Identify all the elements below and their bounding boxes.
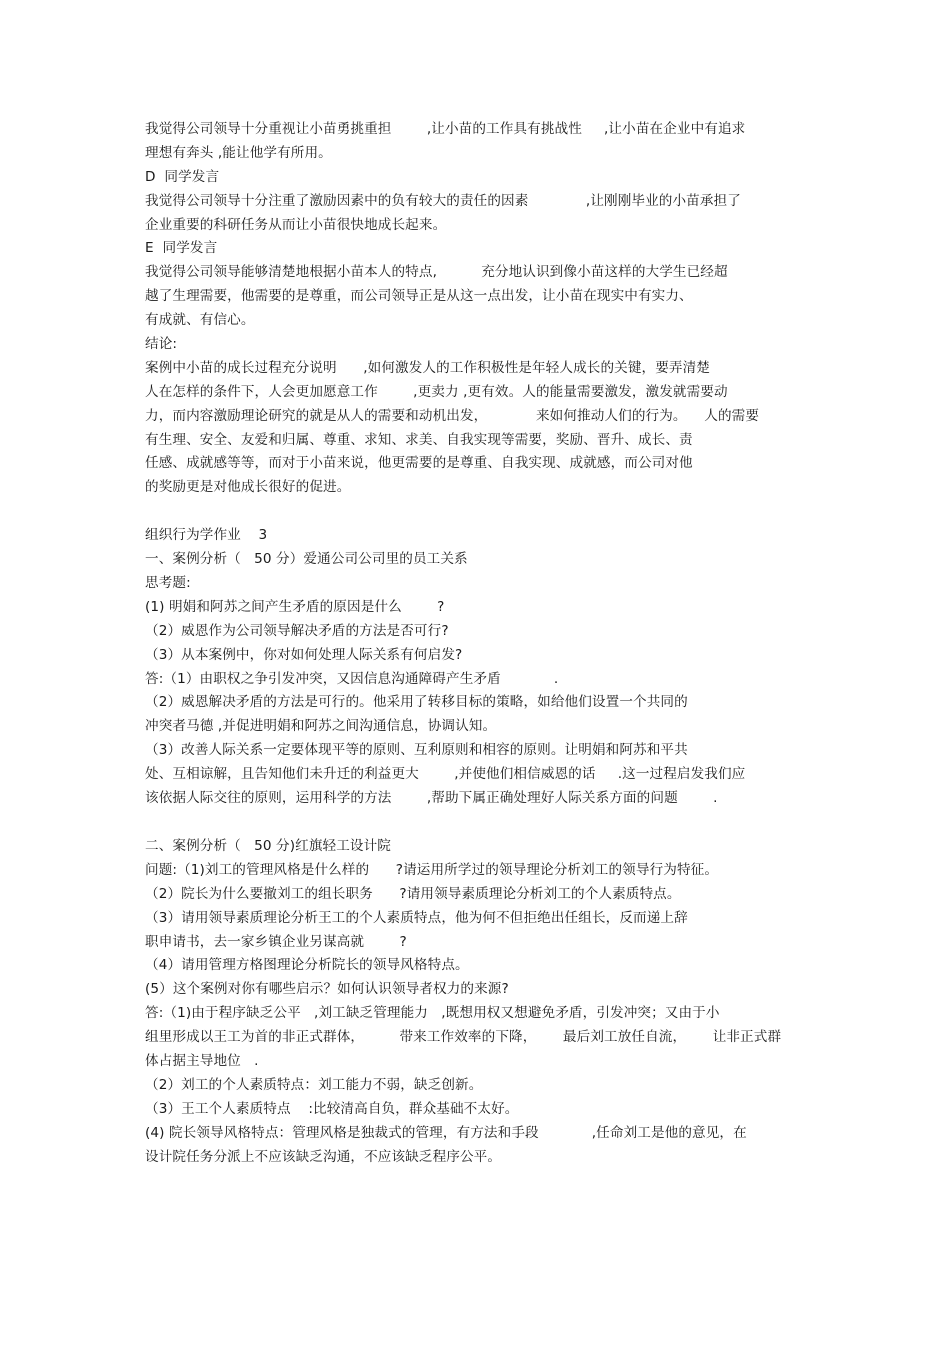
speaker-heading: E 同学发言 [145,240,218,257]
answer-line: 答:（1)由于程序缺乏公平 ,刘工缺乏管理能力 ,既想用权又想避免矛盾，引发冲突；又由于小 [145,1005,720,1022]
text-line: 人在怎样的条件下，人会更加愿意工作 ,更卖力 ,更有效。人的能量需要激发，激发就需要动 [145,383,728,400]
answer-line: （2）刘工的个人素质特点：刘工能力不弱，缺乏创新。 [145,1076,483,1093]
text-line: 我觉得公司领导能够清楚地根据小苗本人的特点, 充分地认识到像小苗这样的大学生已经超 [145,264,728,281]
answer-line: （2）威恩解决矛盾的方法是可行的。他采用了转移目标的策略，如给他们设置一个共同的 [145,694,688,711]
text-line: 力，而内容激励理论研究的就是从人的需要和动机出发， 来如何推动人们的行为。 人的需要 [145,407,760,424]
answer-line: （3）改善人际关系一定要体现平等的原则、互利原则和相容的原则。让明娟和阿苏和平共 [145,742,688,759]
text-line: 我觉得公司领导十分注重了激励因素中的负有较大的责任的因素 ,让刚刚毕业的小苗承担了 [145,192,741,209]
case-heading: 二、案例分析（ 50 分)红旗轻工设计院 [145,837,391,854]
section-homework-3 [145,524,845,811]
answer-line: 处、互相谅解，且告知他们未升迁的利益更大 ,并使他们相信威恩的话 .这一过程启发我们应 [145,766,746,783]
section-top [145,118,845,500]
conclusion-heading: 结论: [145,336,178,353]
answer-line: 答:（1）由职权之争引发冲突，又因信息沟通障碍产生矛盾 . [145,670,559,687]
question-line: (5）这个案例对你有哪些启示？如何认识领导者权力的来源? [145,981,509,998]
homework-title: 组织行为学作业 3 [145,527,268,544]
speaker-heading: D 同学发言 [145,168,220,185]
text-line: 有成就、有信心。 [145,312,255,329]
question-line: 问题:（1)刘工的管理风格是什么样的 ?请运用所学过的领导理论分析刘工的领导行为特征。 [145,861,719,878]
question-line: (1) 明娟和阿苏之间产生矛盾的原因是什么 ? [145,598,445,615]
section-case-2 [145,835,845,1169]
question-line: （2）威恩作为公司领导解决矛盾的方法是否可行? [145,622,449,639]
answer-line: 该依据人际交往的原则，运用科学的方法 ,帮助下属正确处理好人际关系方面的问题 . [145,790,718,807]
text-line: 理想有奔头 ,能让他学有所用。 [145,144,332,161]
questions-label: 思考题: [145,575,191,592]
answer-line: (4) 院长领导风格特点：管理风格是独裁式的管理，有方法和手段 ,任命刘工是他的意见，在 [145,1124,747,1141]
text-line: 任感、成就感等等，而对于小苗来说，他更需要的是尊重、自我实现、成就感，而公司对他 [145,455,693,472]
text-line: 有生理、安全、友爱和归属、尊重、求知、求美、自我实现等需要，奖励、晋升、成长、责 [145,431,693,448]
answer-line: 体占据主导地位 . [145,1052,259,1069]
answer-line: 冲突者马德 ,并促进明娟和阿苏之间沟通信息，协调认知。 [145,718,497,735]
spacer [145,811,845,835]
text-line: 企业重要的科研任务从而让小苗很快地成长起来。 [145,216,447,233]
question-line: （3）从本案例中，你对如何处理人际关系有何启发? [145,646,463,663]
answer-line: （3）王工个人素质特点 :比较清高自负，群众基础不太好。 [145,1100,519,1117]
case-heading: 一、案例分析（ 50 分）爱通公司公司里的员工关系 [145,551,468,568]
answer-line: 组里形成以王工为首的非正式群体， 带来工作效率的下降， 最后刘工放任自流， 让非正式群 [145,1029,782,1046]
question-line: （2）院长为什么要撤刘工的组长职务 ?请用领导素质理论分析刘工的个人素质特点。 [145,885,681,902]
document-body [145,118,845,1169]
question-line: 职申请书，去一家乡镇企业另谋高就 ? [145,933,407,950]
question-line: （3）请用领导素质理论分析王工的个人素质特点，他为何不但拒绝出任组长，反而递上辞 [145,909,688,926]
answer-line: 设计院任务分派上不应该缺乏沟通，不应该缺乏程序公平。 [145,1148,502,1165]
question-line: （4）请用管理方格图理论分析院长的领导风格特点。 [145,957,469,974]
spacer [145,500,845,524]
text-line: 我觉得公司领导十分重视让小苗勇挑重担 ,让小苗的工作具有挑战性 ,让小苗在企业中有追求 [145,121,746,137]
text-line: 的奖励更是对他成长很好的促进。 [145,479,351,496]
text-line: 越了生理需要，他需要的是尊重，而公司领导正是从这一点出发，让小苗在现实中有实力、 [145,288,693,305]
text-line: 案例中小苗的成长过程充分说明 ,如何激发人的工作积极性是年轻人成长的关键，要弄清楚 [145,359,711,376]
